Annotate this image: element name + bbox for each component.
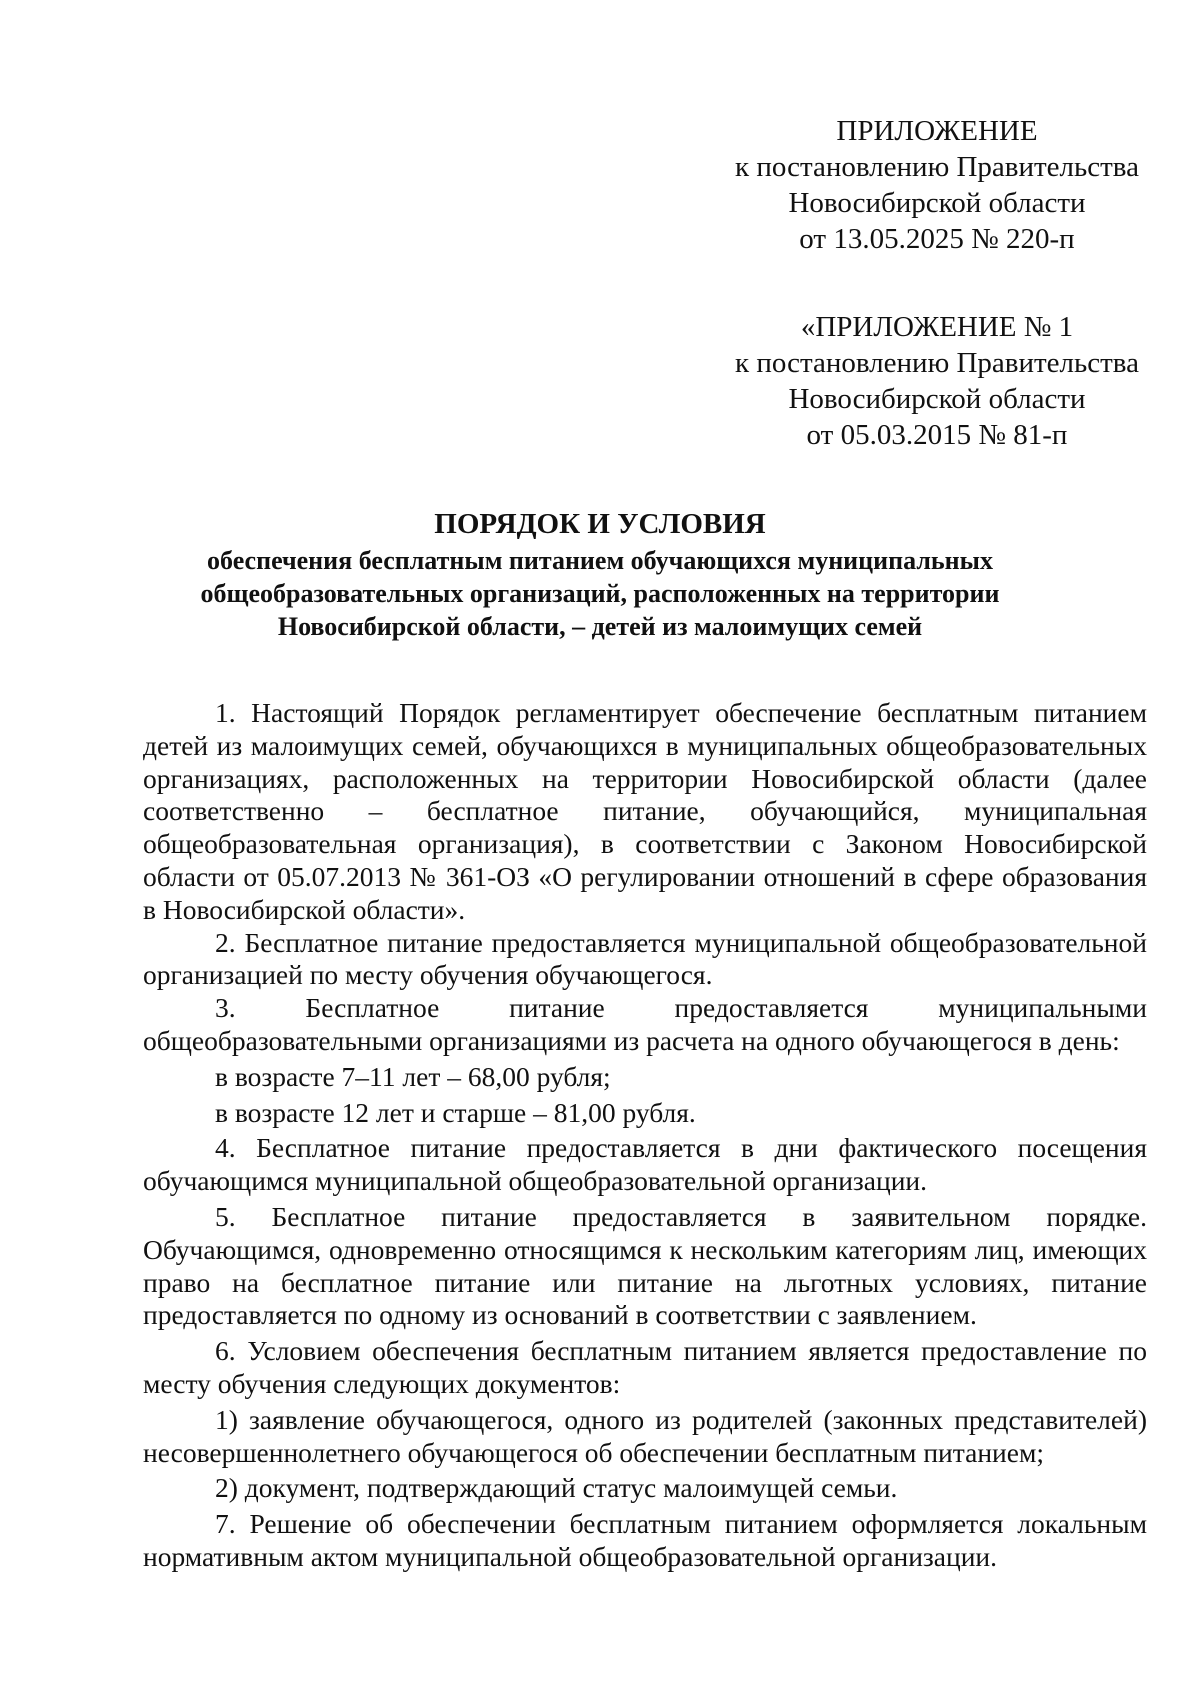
- document-body: [143, 697, 1147, 1574]
- document-heading: [140, 504, 1060, 643]
- original-appendix-region: Новосибирской области: [788, 383, 1086, 415]
- original-appendix-date-number: от 05.03.2015 № 81-п: [806, 419, 1068, 451]
- paragraph-3-item-b: в возрасте 12 лет и старше – 81,00 рубля.: [215, 1096, 696, 1128]
- original-appendix-block: [727, 309, 1147, 453]
- paragraph-6-item-2: 2) документ, подтверждающий статус малоимущей семьи.: [215, 1472, 898, 1504]
- appendix-title: ПРИЛОЖЕНИЕ: [836, 115, 1038, 147]
- appendix-date-number: от 13.05.2025 № 220-п: [799, 223, 1075, 255]
- paragraph-6-item-1: 1) заявление обучающегося, одного из родителей (законных представителей) несовершеннолетнего обучающегося об обеспечении бесплатным питанием;: [143, 1403, 1147, 1468]
- document-title: ПОРЯДОК И УСЛОВИЯ: [434, 508, 766, 540]
- paragraph-3: 3. Бесплатное питание предоставляется муниципальными общеобразовательными организациями из расчета на одного обучающегося в день:: [143, 992, 1147, 1056]
- appendix-region: Новосибирской области: [788, 187, 1086, 219]
- paragraph-5: 5. Бесплатное питание предоставляется в заявительном порядке. Обучающимся, одновременно относящимся к нескольким категориям лиц, имеющих право на бесплатное питание или питание на льготных условиях, питание предоставляется по одному из оснований в соответствии с заявлением.: [143, 1200, 1147, 1331]
- original-appendix-resolution: к постановлению Правительства: [735, 347, 1139, 379]
- paragraph-6: 6. Условием обеспечения бесплатным питанием является предоставление по месту обучения следующих документов:: [143, 1335, 1147, 1399]
- appendix-block: [727, 113, 1147, 257]
- document-subtitle-line-3: Новосибирской области, – детей из малоимущих семей: [277, 612, 923, 641]
- paragraph-7: 7. Решение об обеспечении бесплатным питанием оформляется локальным нормативным актом муниципальной общеобразовательной организации.: [143, 1508, 1147, 1572]
- paragraph-4: 4. Бесплатное питание предоставляется в дни фактического посещения обучающимся муниципальной общеобразовательной организации.: [143, 1132, 1147, 1197]
- document-subtitle-line-1: обеспечения бесплатным питанием обучающихся муниципальных: [207, 546, 993, 575]
- paragraph-2: 2. Бесплатное питание предоставляется муниципальной общеобразовательной организацией по месту обучения обучающегося.: [143, 926, 1147, 991]
- document-subtitle-line-2: общеобразовательных организаций, расположенных на территории: [200, 579, 1000, 608]
- paragraph-1: 1. Настоящий Порядок регламентирует обеспечение бесплатным питанием детей из малоимущих семей, обучающихся в муниципальных общеобразовательных организациях, расположенных на территории Новосибирской области (далее соответственно – бесплатное питание, обучающийся, муниципальная общеобразовательная организация), в соответствии с Законом Новосибирской области от 05.07.2013 № 361-ОЗ «О регулировании отношений в сфере образования в Новосибирской области».: [143, 697, 1147, 925]
- appendix-resolution: к постановлению Правительства: [735, 151, 1139, 183]
- paragraph-3-item-a: в возрасте 7–11 лет – 68,00 рубля;: [215, 1060, 611, 1092]
- original-appendix-title: «ПРИЛОЖЕНИЕ № 1: [800, 311, 1074, 343]
